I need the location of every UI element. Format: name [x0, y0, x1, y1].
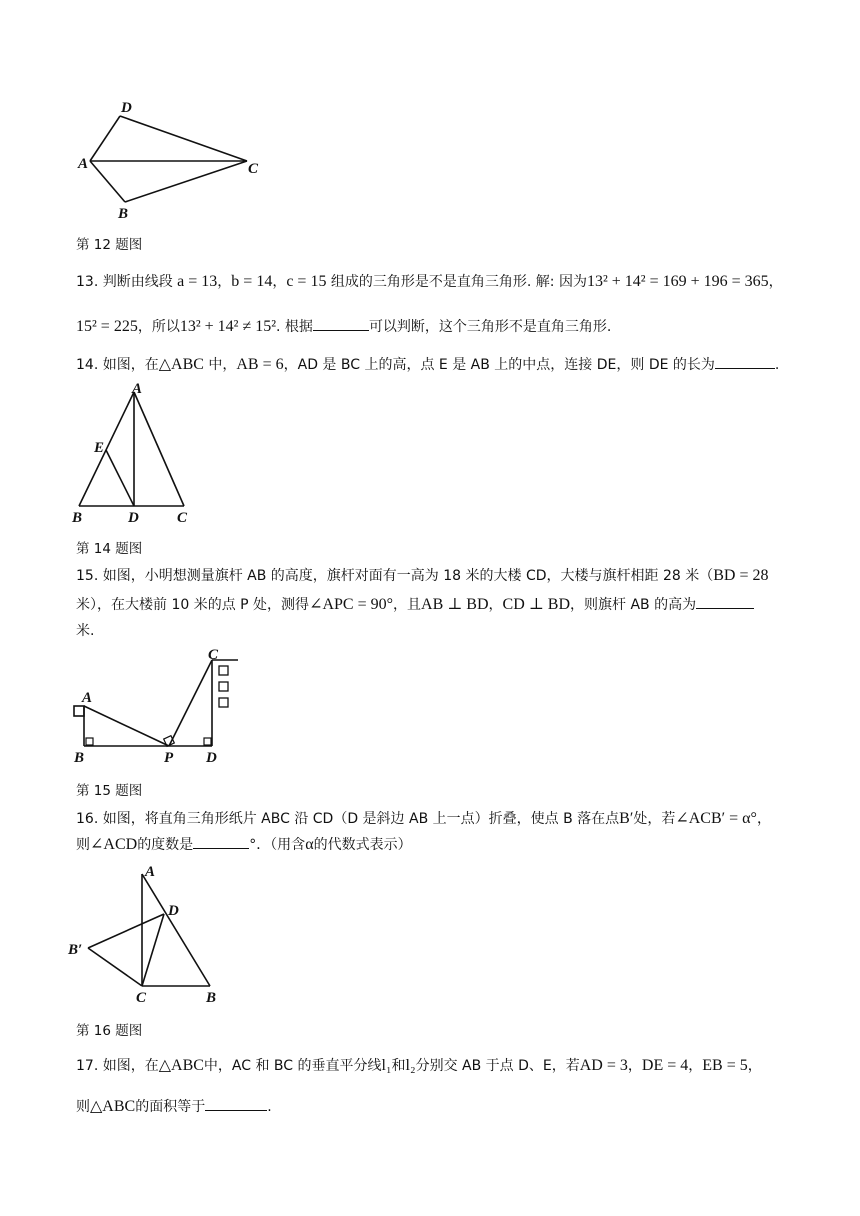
- q15-perp-cd: CD ⊥ BD: [502, 596, 571, 613]
- q17-eb: EB = 5: [702, 1057, 748, 1074]
- label-B-prime: B′: [68, 942, 83, 958]
- label-D: D: [206, 750, 217, 766]
- figure-15: [68, 646, 248, 770]
- q17-answer-blank[interactable]: [205, 1096, 267, 1111]
- q16-line2: [76, 834, 412, 854]
- q14-ab: AB = 6: [236, 356, 284, 373]
- label-D: D: [128, 510, 139, 526]
- label-E: E: [94, 440, 105, 456]
- figure-16-diagram: [66, 858, 236, 1006]
- q15-bd: BD = 28: [713, 567, 769, 584]
- q13-a: a = 13: [177, 273, 218, 290]
- q15-text-height: ，则旗杆 AB 的高为: [570, 597, 697, 613]
- figure-14: [68, 380, 208, 528]
- q13-text-so: ，所以: [137, 319, 180, 335]
- label-B: B: [74, 750, 85, 766]
- q16-alpha: α: [305, 836, 314, 853]
- label-A: A: [145, 864, 156, 880]
- label-A: A: [82, 690, 93, 706]
- q13-line1: 13. 判断由线段 a = 13，b = 14，c = 15 组成的三角形是不是直角三角形. 解: 因为13² + 14² = 169 + 196 = 365，: [76, 273, 783, 290]
- label-A: A: [132, 381, 143, 397]
- q16-answer-blank[interactable]: [193, 834, 249, 849]
- q17-ad: AD = 3: [579, 1057, 628, 1074]
- q14-line: [76, 354, 779, 374]
- q15-line3: 米.: [76, 623, 95, 639]
- q17-text-then: 则: [76, 1099, 90, 1115]
- q13-text-according: . 根据: [276, 319, 313, 335]
- q17-text-intersect: 分别交 AB 于点 D、E，若: [415, 1058, 580, 1074]
- q13-eq1: 13² + 14² = 169 + 196 = 365: [586, 273, 769, 290]
- q13-eq-15sq: 15² = 225: [76, 318, 138, 335]
- q13-c: c = 15: [286, 273, 327, 290]
- q14-text-end: .: [774, 357, 780, 373]
- q17-l2: l₂: [405, 1057, 416, 1074]
- figure-16-caption: 第 16 题图: [76, 1023, 143, 1039]
- q14-text-mid1: 中，: [203, 357, 237, 373]
- q14-answer-blank[interactable]: [715, 354, 775, 369]
- label-P: P: [164, 750, 174, 766]
- q17-text-bisector: 中，AC 和 BC 的垂直平分线: [203, 1058, 382, 1074]
- q17-l1: l₁: [381, 1057, 392, 1074]
- q17-text-area: 的面积等于: [135, 1099, 206, 1115]
- label-C: C: [208, 647, 219, 663]
- q16-text-expr: 的代数式表示）: [313, 837, 412, 853]
- q15-angle-apc: ∠APC = 90°: [309, 596, 394, 613]
- q16-angle-acb: ∠ACB′ = α°: [675, 810, 757, 827]
- q17-line1: [76, 1055, 762, 1075]
- q15-text-comma: ，: [488, 597, 503, 613]
- q17-line2: [76, 1096, 272, 1116]
- q15-answer-blank[interactable]: [696, 594, 754, 609]
- figure-15-caption: 第 15 题图: [76, 783, 143, 799]
- figure-12-caption: 第 12 题图: [76, 237, 143, 253]
- q17-comma: ，: [688, 1058, 703, 1074]
- figure-16: [66, 858, 236, 1006]
- q16-angle-acd: ∠ACD: [90, 836, 138, 853]
- q13-text-tail: 可以判断，这个三角形不是直角三角形.: [368, 319, 612, 335]
- label-B: B: [72, 510, 83, 526]
- q14-triangle: △ABC: [158, 356, 204, 373]
- q17-de: DE = 4: [641, 1057, 689, 1074]
- q16-text-degree: 的度数是: [137, 837, 194, 853]
- q17-text1: 17. 如图，在: [76, 1058, 159, 1074]
- q17-text-and: 和: [391, 1058, 406, 1074]
- q15-line1: [76, 565, 768, 585]
- q13-b: b = 14: [231, 273, 273, 290]
- q13-line2: [76, 316, 611, 336]
- label-D: D: [168, 903, 179, 919]
- q15-line2: [76, 594, 754, 614]
- q16-text1: 16. 如图，将直角三角形纸片 ABC 沿 CD（D 是斜边 AB 上一点）折叠，使点 B 落在点: [76, 811, 620, 827]
- q15-text2: 米），在大楼前 10 米的点 P 处，测得: [76, 597, 310, 613]
- q16-line1: [76, 808, 771, 828]
- q16-text-comma: ，: [756, 811, 771, 827]
- q13-answer-blank[interactable]: [313, 316, 369, 331]
- q17-triangle: △ABC: [158, 1057, 204, 1074]
- label-C: C: [248, 161, 259, 177]
- q13-text-mid: 组成的三角形是不是直角三角形. 解: 因为: [326, 274, 587, 290]
- q16-text-at: 处，若: [633, 811, 676, 827]
- label-C: C: [136, 990, 147, 1006]
- q15-perp-ab: AB ⊥ BD: [421, 596, 489, 613]
- figure-15-diagram: [68, 646, 248, 770]
- q13-eq2: 13² + 14² ≠ 15²: [179, 318, 277, 335]
- label-B: B: [206, 990, 217, 1006]
- q16-text-unit: °．（用含: [249, 837, 306, 853]
- q14-text-mid2: ，AD 是 BC 上的高，点 E 是 AB 上的中点，连接 DE，则 DE 的长为: [283, 357, 715, 373]
- q15-text-and: ，且: [393, 597, 422, 613]
- q17-comma: ，: [747, 1058, 762, 1074]
- label-B: B: [118, 206, 129, 222]
- figure-12: [70, 96, 270, 224]
- q15-text1: 15. 如图，小明想测量旗杆 AB 的高度，旗杆对面有一高为 18 米的大楼 CD，大楼与旗杆相距 28 米（: [76, 568, 714, 584]
- q13-text: 13. 判断由线段: [76, 274, 178, 290]
- q17-triangle2: △ABC: [90, 1098, 136, 1115]
- label-A: A: [78, 156, 89, 172]
- q14-text: 14. 如图，在: [76, 357, 159, 373]
- label-D: D: [121, 100, 132, 116]
- label-C: C: [177, 510, 188, 526]
- figure-14-diagram: [68, 380, 208, 528]
- q17-comma: ，: [627, 1058, 642, 1074]
- q16-b-prime: B′: [619, 810, 634, 827]
- figure-14-caption: 第 14 题图: [76, 541, 143, 557]
- q16-text-then: 则: [76, 837, 90, 853]
- figure-12-diagram: [70, 96, 270, 224]
- q17-text-end: .: [267, 1099, 272, 1115]
